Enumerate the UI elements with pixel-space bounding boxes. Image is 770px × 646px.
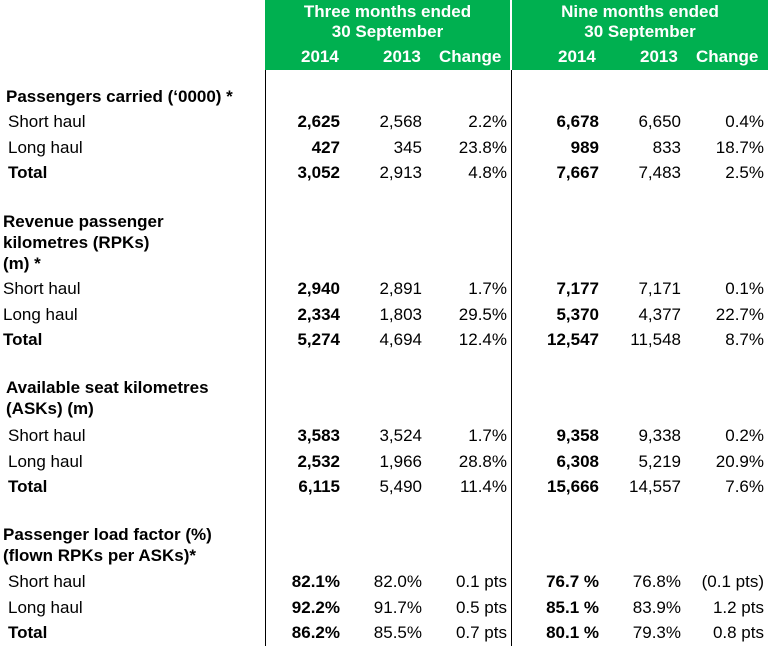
cell-9m-2014: 989 (570, 138, 599, 157)
cell-3m-2014: 2,940 (297, 279, 340, 298)
table-row (0, 571, 770, 593)
cell-3m-change: 12.4% (458, 330, 507, 349)
cell-3m-change: 0.7 pts (455, 623, 507, 642)
cell-9m-2014: 12,547 (547, 330, 599, 349)
cell-3m-2013: 5,490 (379, 477, 422, 496)
cell-3m-2013: 345 (393, 138, 422, 157)
col-header-9m-change: Change (696, 47, 759, 66)
cell-3m-change: 23.8% (458, 138, 507, 157)
cell-3m-2013: 82.0% (373, 572, 422, 591)
cell-3m-change: 29.5% (458, 305, 507, 324)
cell-9m-change: 8.7% (725, 330, 764, 349)
cell-9m-2013: 5,219 (638, 452, 681, 471)
cell-9m-change: 22.7% (715, 305, 764, 324)
table-row (0, 597, 770, 619)
section-title-line: Revenue passenger (3, 212, 164, 231)
header-nine-months (512, 0, 768, 70)
cell-9m-2013: 11,548 (630, 330, 681, 349)
section-title-line: (m) * (3, 254, 41, 273)
cell-3m-change: 0.1 pts (455, 572, 507, 591)
cell-3m-change: 4.8% (468, 163, 507, 182)
cell-9m-change: 18.7% (715, 138, 764, 157)
cell-3m-2013: 4,694 (379, 330, 422, 349)
cell-9m-2013: 833 (652, 138, 681, 157)
row-label: Short haul (8, 572, 86, 591)
row-label: Long haul (3, 305, 78, 324)
header-nine-months-line2: 30 September (584, 22, 696, 41)
cell-9m-2013: 4,377 (638, 305, 681, 324)
table-row (0, 425, 770, 447)
section-title-asks (6, 377, 209, 419)
cell-3m-change: 1.7% (468, 426, 507, 445)
cell-3m-2013: 1,803 (379, 305, 422, 324)
cell-3m-2013: 1,966 (379, 452, 422, 471)
row-label: Total (8, 163, 48, 182)
cell-3m-2014: 3,583 (297, 426, 340, 445)
col-header-9m-2014: 2014 (558, 47, 596, 66)
cell-9m-2013: 7,171 (638, 279, 681, 298)
table-row (0, 137, 770, 159)
row-label: Total (3, 330, 43, 349)
cell-3m-2013: 85.5% (373, 623, 422, 642)
cell-3m-change: 0.5 pts (455, 598, 507, 617)
cell-9m-2013: 83.9% (632, 598, 681, 617)
row-label: Short haul (8, 426, 86, 445)
cell-3m-2013: 3,524 (379, 426, 422, 445)
cell-9m-change: 2.5% (725, 163, 764, 182)
cell-9m-2014: 9,358 (556, 426, 599, 445)
table-row (0, 304, 770, 326)
cell-3m-2014: 2,625 (297, 112, 340, 131)
cell-9m-change: 0.8 pts (712, 623, 764, 642)
section-title-line: Passengers carried (‘0000) * (6, 87, 233, 106)
cell-3m-change: 1.7% (468, 279, 507, 298)
cell-3m-2013: 2,568 (379, 112, 422, 131)
row-label: Short haul (8, 112, 86, 131)
cell-9m-2013: 9,338 (638, 426, 681, 445)
cell-9m-2014: 15,666 (547, 477, 599, 496)
cell-9m-2013: 76.8% (632, 572, 681, 591)
cell-9m-2014: 7,667 (556, 163, 599, 182)
cell-3m-2013: 2,913 (379, 163, 422, 182)
section-title-rpks (3, 211, 164, 274)
cell-9m-2014: 80.1 % (546, 623, 599, 642)
cell-9m-2014: 5,370 (556, 305, 599, 324)
section-title-line: Passenger load factor (%) (3, 525, 212, 544)
table-row (0, 278, 770, 300)
section-title-passengers (6, 86, 233, 107)
cell-3m-change: 2.2% (468, 112, 507, 131)
col-header-3m-change: Change (439, 47, 502, 66)
cell-3m-change: 28.8% (458, 452, 507, 471)
cell-9m-change: 1.2 pts (712, 598, 764, 617)
cell-3m-2014: 86.2% (291, 623, 340, 642)
cell-9m-2013: 6,650 (638, 112, 681, 131)
cell-3m-2013: 2,891 (379, 279, 422, 298)
cell-3m-2014: 2,334 (297, 305, 340, 324)
cell-9m-2014: 76.7 % (546, 572, 599, 591)
col-header-9m-2013: 2013 (640, 47, 678, 66)
table-row (0, 162, 770, 184)
row-label: Long haul (8, 452, 83, 471)
row-label: Short haul (3, 279, 81, 298)
cell-9m-change: 0.1% (725, 279, 764, 298)
header-three-months-line2: 30 September (331, 22, 444, 41)
cell-9m-2014: 7,177 (556, 279, 599, 298)
cell-9m-change: 7.6% (725, 477, 764, 496)
cell-9m-change: 0.2% (725, 426, 764, 445)
cell-3m-2014: 2,532 (297, 452, 340, 471)
header-nine-months-line1: Nine months ended (561, 2, 719, 21)
cell-9m-2013: 79.3% (632, 623, 681, 642)
header-three-months (265, 0, 510, 70)
table-row (0, 622, 770, 644)
section-title-line: Available seat kilometres (6, 378, 209, 397)
cell-9m-change: (0.1 pts) (701, 572, 764, 591)
section-title-line: kilometres (RPKs) (3, 233, 150, 252)
table-row (0, 451, 770, 473)
cell-3m-2014: 3,052 (297, 163, 340, 182)
cell-3m-2014: 6,115 (298, 477, 340, 496)
cell-3m-2014: 82.1% (291, 572, 340, 591)
row-label: Total (8, 623, 48, 642)
table-row (0, 476, 770, 498)
cell-3m-change: 11.4% (460, 477, 507, 496)
cell-3m-2014: 5,274 (297, 330, 340, 349)
cell-3m-2014: 92.2% (291, 598, 340, 617)
section-title-line: (ASKs) (m) (6, 399, 94, 418)
cell-3m-2013: 91.7% (373, 598, 422, 617)
table-row (0, 111, 770, 133)
table-row (0, 329, 770, 351)
row-label: Long haul (8, 598, 83, 617)
section-title-load-factor (3, 524, 212, 566)
cell-9m-2013: 7,483 (638, 163, 681, 182)
row-label: Total (8, 477, 48, 496)
header-three-months-line1: Three months ended (303, 2, 472, 21)
cell-9m-change: 20.9% (715, 452, 764, 471)
cell-3m-2014: 427 (311, 138, 340, 157)
cell-9m-change: 0.4% (725, 112, 764, 131)
cell-9m-2014: 85.1 % (546, 598, 599, 617)
cell-9m-2014: 6,678 (556, 112, 599, 131)
col-header-3m-2013: 2013 (383, 47, 421, 66)
col-header-3m-2014: 2014 (301, 47, 339, 66)
row-label: Long haul (8, 138, 83, 157)
cell-9m-2014: 6,308 (556, 452, 599, 471)
section-title-line: (flown RPKs per ASKs)* (3, 546, 197, 565)
cell-9m-2013: 14,557 (629, 477, 681, 496)
